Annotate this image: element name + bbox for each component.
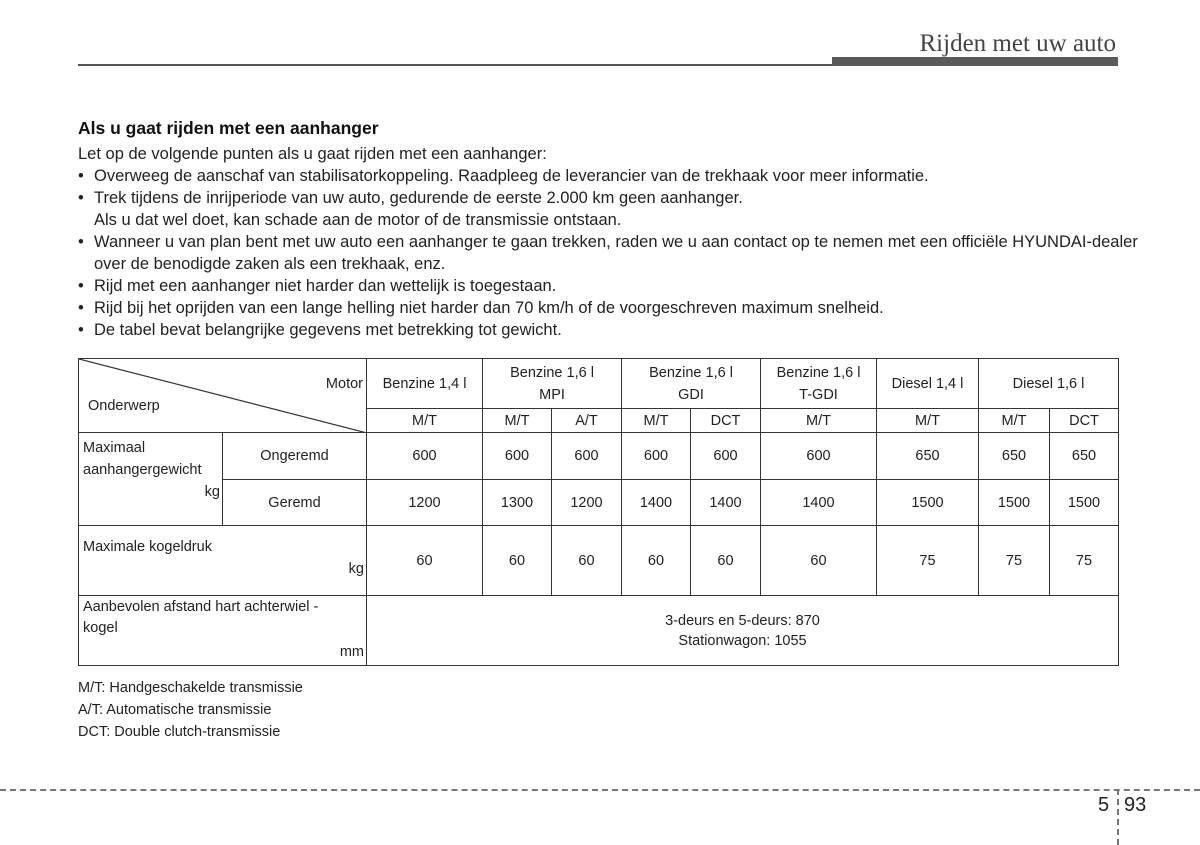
subject-label: Onderwerp: [88, 398, 160, 414]
table-cell: 650: [877, 433, 979, 480]
table-cell: 75: [1050, 526, 1119, 596]
table-cell: 75: [979, 526, 1050, 596]
note: A/T: Automatische transmissie: [78, 702, 272, 718]
table-cell: 60: [691, 526, 761, 596]
table-row: [79, 596, 1119, 666]
unbraked-label: Ongeremd: [223, 433, 367, 480]
table-cell: 60: [367, 526, 483, 596]
table-cell: 600: [483, 433, 552, 480]
engine-name: Diesel 1,4 l: [891, 375, 964, 392]
list-item: • Rijd bij het oprijden van een lange helling niet harder dan 70 km/h of de voorgeschreven maximum snelheid.: [78, 297, 1138, 319]
table-cell: 60: [761, 526, 877, 596]
list-item: [78, 187, 1138, 231]
max-trailer-weight-label: [79, 433, 223, 526]
engine-name: Benzine 1,4 l: [382, 375, 467, 392]
engine-header: [622, 359, 761, 409]
header-bar: [832, 57, 1118, 66]
braked-label: Geremd: [223, 480, 367, 526]
unit-label: kg: [348, 561, 364, 577]
transmission-cell: M/T: [877, 409, 979, 433]
table-cell: 60: [483, 526, 552, 596]
value-line: Stationwagon: 1055: [678, 632, 807, 649]
transmission-cell: M/T: [622, 409, 691, 433]
table-cell: 600: [761, 433, 877, 480]
footer-page-divider: [1117, 789, 1119, 845]
distance-value: [367, 596, 1119, 666]
table-row: [79, 526, 1119, 596]
engine-name: Benzine 1,6 l: [776, 364, 861, 381]
list-item: • Overweeg de aanschaf van stabilisatorkoppeling. Raadpleeg de leverancier van de trekhaak voor meer informatie.: [78, 165, 1138, 187]
transmission-cell: M/T: [483, 409, 552, 433]
table-cell: 1500: [1050, 480, 1119, 526]
intro-text: Let op de volgende punten als u gaat rijden met een aanhanger:: [78, 145, 547, 163]
table-notes: [78, 677, 303, 743]
table-row: [79, 433, 1119, 480]
unit-label: kg: [204, 484, 220, 500]
list-item: • De tabel bevat belangrijke gegevens met betrekking tot gewicht.: [78, 319, 1138, 341]
table-cell: 1200: [552, 480, 622, 526]
list-item-continuation: Als u dat wel doet, kan schade aan de motor of de transmissie ontstaan.: [94, 211, 622, 229]
table-row: [79, 480, 1119, 526]
label-line: kogel: [83, 620, 118, 636]
engine-header: [367, 359, 483, 409]
corner-cell: [79, 359, 367, 433]
label-line: Maximaal: [83, 440, 146, 456]
table-cell: 75: [877, 526, 979, 596]
bullet-list: [78, 165, 1138, 341]
table-cell: 1400: [691, 480, 761, 526]
motor-label: Motor: [325, 376, 363, 392]
unit-label: mm: [339, 644, 364, 660]
table-cell: 60: [622, 526, 691, 596]
value-line: 3-deurs en 5-deurs: 870: [665, 612, 820, 629]
running-header: Rijden met uw auto: [919, 30, 1116, 57]
engine-variant: MPI: [539, 386, 565, 403]
table-cell: 600: [622, 433, 691, 480]
page-number: 93: [1124, 794, 1147, 816]
section-number: 5: [1098, 794, 1110, 816]
list-item-text: Trek tijdens de inrijperiode van uw auto, gedurende de eerste 2.000 km geen aanhanger.: [94, 189, 743, 207]
label-line: Aanbevolen afstand hart achterwiel -: [83, 599, 319, 615]
transmission-cell: M/T: [367, 409, 483, 433]
table-cell: 650: [1050, 433, 1119, 480]
section-heading: Als u gaat rijden met een aanhanger: [78, 118, 379, 138]
engine-header: [979, 359, 1119, 409]
table-cell: 1400: [622, 480, 691, 526]
table-cell: 1500: [877, 480, 979, 526]
label-line: aanhangergewicht: [83, 462, 202, 478]
footer-divider: [0, 789, 1200, 791]
table-cell: 1500: [979, 480, 1050, 526]
engine-header: [877, 359, 979, 409]
distance-label: [79, 596, 367, 666]
engine-variant: T-GDI: [799, 386, 838, 403]
transmission-cell: M/T: [979, 409, 1050, 433]
engine-name: Benzine 1,6 l: [649, 364, 733, 381]
label-line: Maximale kogeldruk: [83, 539, 212, 555]
table-cell: 60: [552, 526, 622, 596]
transmission-cell: DCT: [1050, 409, 1119, 433]
transmission-cell: A/T: [552, 409, 622, 433]
trailer-weight-table: [78, 358, 1119, 666]
note: M/T: Handgeschakelde transmissie: [78, 680, 303, 696]
table-cell: 650: [979, 433, 1050, 480]
note: DCT: Double clutch-transmissie: [78, 724, 281, 740]
table-cell: 1200: [367, 480, 483, 526]
table-cell: 600: [691, 433, 761, 480]
engine-header: [761, 359, 877, 409]
nose-weight-label: [79, 526, 367, 596]
engine-name: Diesel 1,6 l: [1012, 375, 1085, 392]
section: [78, 118, 1138, 341]
transmission-cell: M/T: [761, 409, 877, 433]
engine-header: [483, 359, 622, 409]
table-cell: 1300: [483, 480, 552, 526]
table-cell: 600: [367, 433, 483, 480]
table-cell: 600: [552, 433, 622, 480]
engine-name: Benzine 1,6 l: [510, 364, 594, 381]
table-cell: 1400: [761, 480, 877, 526]
engine-variant: GDI: [678, 386, 704, 403]
list-item: • Wanneer u van plan bent met uw auto een aanhanger te gaan trekken, raden we u aan contact op te nemen met een officiële HYUNDAI-dealer over de benodigde zaken als een trekhaak, enz.: [78, 231, 1138, 275]
list-item: • Rijd met een aanhanger niet harder dan wettelijk is toegestaan.: [78, 275, 1138, 297]
header-rule: [78, 64, 838, 66]
transmission-cell: DCT: [691, 409, 761, 433]
